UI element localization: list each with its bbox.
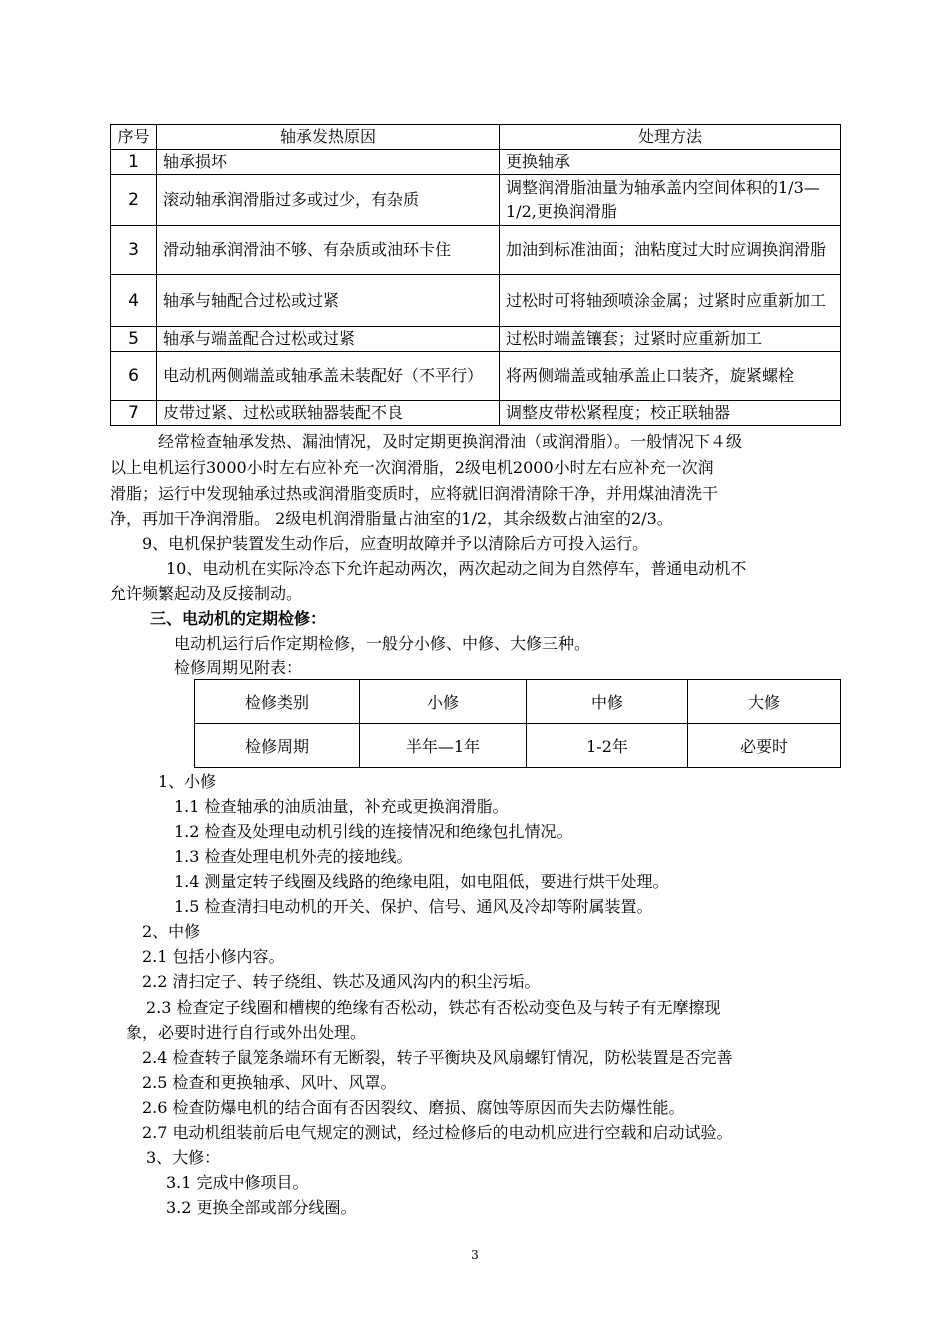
row-method: 更换轴承	[500, 150, 841, 175]
list-item: 1.3 检查处理电机外壳的接地线。	[174, 847, 413, 866]
table-header-row	[111, 125, 841, 150]
list-item: 2.7 电动机组装前后电气规定的测试，经过检修后的电动机应进行空载和启动试验。	[142, 1123, 733, 1142]
table-row	[195, 724, 841, 768]
row-number: 7	[111, 401, 157, 426]
cell-medium: 中修	[527, 680, 688, 724]
cell-major: 大修	[688, 680, 841, 724]
paragraph-line: 滑脂；运行中发现轴承过热或润滑脂变质时，应将就旧润滑清除干净，并用煤油清洗干	[110, 484, 719, 503]
intro-text: 电动机运行后作定期检修，一般分小修、中修、大修三种。	[174, 634, 591, 653]
row-method: 将两侧端盖或轴承盖止口装齐，旋紧螺栓	[500, 352, 841, 401]
row-method: 过松时可将轴颈喷涂金属；过紧时应重新加工	[500, 275, 841, 327]
maintenance-period-table	[194, 679, 841, 768]
medium-repair-heading: 2、中修	[142, 922, 201, 941]
paragraph-line: 以上电机运行3000小时左右应补充一次润滑脂，2级电机2000小时左右应补充一次润	[110, 458, 714, 477]
list-item: 3.1 完成中修项目。	[166, 1173, 309, 1192]
header-method: 处理方法	[500, 125, 841, 150]
table-row	[111, 150, 841, 175]
row-method: 调整皮带松紧程度；校正联轴器	[500, 401, 841, 426]
list-item: 1.5 检查清扫电动机的开关、保护、信号、通风及冷却等附属装置。	[174, 897, 653, 916]
row-method: 过松时端盖镶套；过紧时应重新加工	[500, 327, 841, 352]
row-number: 4	[111, 275, 157, 327]
list-item: 2.6 检查防爆电机的结合面有否因裂纹、磨损、腐蚀等原因而失去防爆性能。	[142, 1098, 685, 1117]
item-10-line: 10、电动机在实际冷态下允许起动两次，两次起动之间为自然停车，普通电动机不	[166, 559, 747, 578]
row-cause: 轴承损坏	[157, 150, 500, 175]
section-3-heading: 三、电动机的定期检修：	[150, 609, 327, 628]
table-row	[111, 226, 841, 275]
list-item: 3.2 更换全部或部分线圈。	[166, 1198, 357, 1217]
list-item: 1.4 测量定转子线圈及线路的绝缘电阻，如电阻低，要进行烘干处理。	[174, 872, 669, 891]
list-item: 2.4 检查转子鼠笼条端环有无断裂，转子平衡块及风扇螺钉情况，防松装置是否完善	[142, 1048, 733, 1067]
row-cause: 滚动轴承润滑脂过多或过少，有杂质	[157, 175, 500, 226]
row-number: 5	[111, 327, 157, 352]
row-cause: 滑动轴承润滑油不够、有杂质或油环卡住	[157, 226, 500, 275]
header-seq: 序号	[111, 125, 157, 150]
header-cause: 轴承发热原因	[157, 125, 500, 150]
bearing-heat-table	[110, 124, 841, 426]
list-item: 1.2 检查及处理电动机引线的连接情况和绝缘包扎情况。	[174, 822, 573, 841]
cell-minor-period: 半年—1年	[360, 724, 527, 768]
list-item: 2.3 检查定子线圈和槽楔的绝缘有否松动，铁芯有否松动变色及与转子有无摩擦现	[146, 998, 721, 1017]
row-number: 2	[111, 175, 157, 226]
row-number: 3	[111, 226, 157, 275]
paragraph-line: 净，再加干净润滑脂。 2级电机润滑脂量占油室的1/2，其余级数占油室的2/3。	[110, 509, 673, 528]
table-row	[195, 680, 841, 724]
cell-major-period: 必要时	[688, 724, 841, 768]
table-row	[111, 327, 841, 352]
cell-minor: 小修	[360, 680, 527, 724]
major-repair-heading: 3、大修：	[146, 1148, 221, 1167]
row-number: 6	[111, 352, 157, 401]
row-cause: 轴承与轴配合过松或过紧	[157, 275, 500, 327]
table-row	[111, 275, 841, 327]
item-10-line: 允许频繁起动及反接制动。	[110, 584, 303, 603]
list-item: 1.1 检查轴承的油质油量，补充或更换润滑脂。	[174, 797, 509, 816]
row-method: 加油到标准油面；油粘度过大时应调换润滑脂	[500, 226, 841, 275]
table-row	[111, 175, 841, 226]
intro-text: 检修周期见附表：	[174, 658, 303, 677]
cell-category-label: 检修类别	[195, 680, 360, 724]
row-method: 调整润滑脂油量为轴承盖内空间体积的1/3—1/2,更换润滑脂	[500, 175, 841, 226]
item-9: 9、电机保护装置发生动作后，应查明故障并予以清除后方可投入运行。	[142, 534, 649, 553]
table-row	[111, 352, 841, 401]
row-number: 1	[111, 150, 157, 175]
list-item: 2.1 包括小修内容。	[142, 947, 285, 966]
row-cause: 皮带过紧、过松或联轴器装配不良	[157, 401, 500, 426]
row-cause: 电动机两侧端盖或轴承盖未装配好（不平行）	[157, 352, 500, 401]
list-item: 象，必要时进行自行或外出处理。	[126, 1023, 367, 1042]
list-item: 2.2 清扫定子、转子绕组、铁芯及通风沟内的积尘污垢。	[142, 972, 541, 991]
row-cause: 轴承与端盖配合过松或过紧	[157, 327, 500, 352]
page-number: 3	[471, 1248, 479, 1262]
table-row	[111, 401, 841, 426]
list-item: 2.5 检查和更换轴承、风叶、风罩。	[142, 1073, 397, 1092]
minor-repair-heading: 1、小修	[158, 772, 217, 791]
cell-period-label: 检修周期	[195, 724, 360, 768]
paragraph-line: 经常检查轴承发热、漏油情况，及时定期更换润滑油（或润滑脂）。一般情况下４级	[158, 432, 743, 451]
cell-medium-period: 1-2年	[527, 724, 688, 768]
